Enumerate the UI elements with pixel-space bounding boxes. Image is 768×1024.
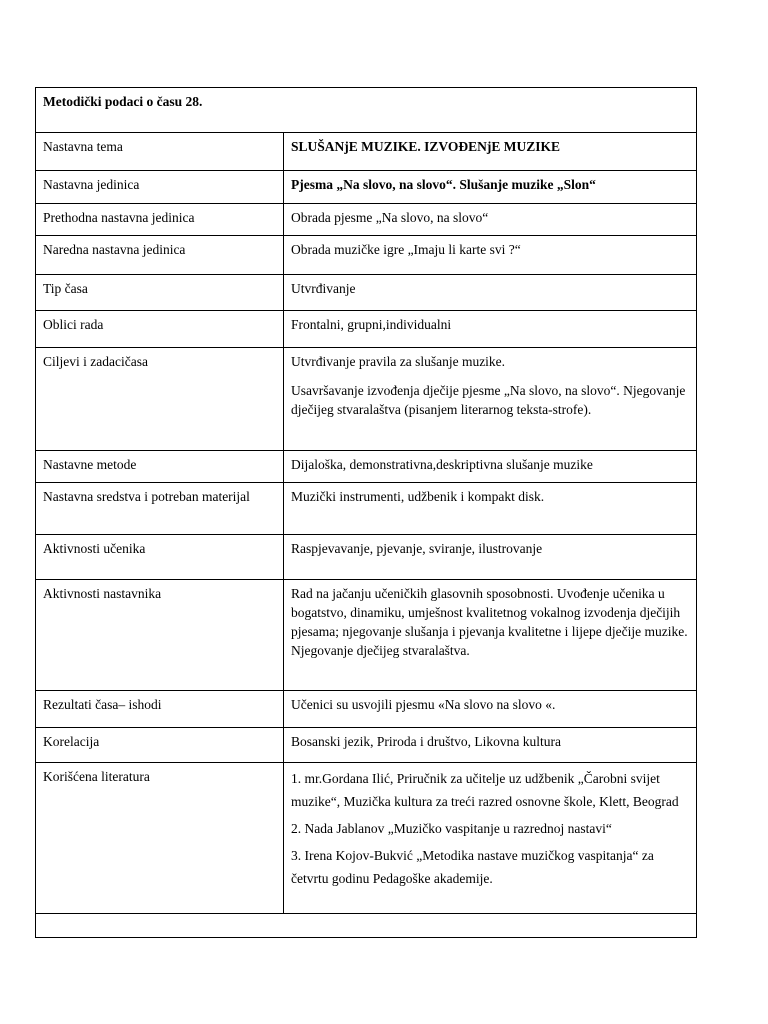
title-row [36,88,697,133]
empty-cell [36,914,697,938]
row-value: Rad na jačanju učeničkih glasovnih sposobnosti. Uvođenje učenika u bogatstvo, dinamiku, umješnost kvalitetnog vokalnog izvodenja dječijih pjesama; njegovanje slušanja i pjevanja kvalitetne i lijepe dječije muzike. Njegovanje dječijeg stvaralaštva. [284,580,697,691]
table-row [36,728,697,763]
row-value: Dijaloška, demonstrativna,deskriptivna slušanje muzike [284,451,697,483]
row-label: Aktivnosti učenika [36,535,284,580]
table-row [36,451,697,483]
empty-row [36,914,697,938]
row-value: Učenici su usvojili pjesmu «Na slovo na slovo «. [284,691,697,728]
row-value: Utvrđivanje [284,275,697,311]
row-value: Muzički instrumenti, udžbenik i kompakt disk. [284,483,697,535]
row-label: Rezultati časa– ishodi [36,691,284,728]
goal-paragraph: Usavršavanje izvođenja dječije pjesme „Na slovo, na slovo“. Njegovanje dječijeg stvaralaštva (pisanjem literarnog teksta-strofe). [291,383,686,417]
table-row [36,535,697,580]
table-row [36,483,697,535]
row-value: Bosanski jezik, Priroda i društvo, Likovna kultura [284,728,697,763]
table-row [36,311,697,348]
row-label: Korelacija [36,728,284,763]
table-row [36,763,697,914]
lesson-data-table [35,87,697,938]
table-row [36,580,697,691]
literature-item: 3. Irena Kojov-Bukvić „Metodika nastave muzičkog vaspitanja“ za četvrtu godinu Pedagoške akademije. [291,848,654,886]
row-label: Ciljevi i zadacičasa [36,348,284,451]
table-row [36,275,697,311]
table-row [36,236,697,275]
row-value: Obrada pjesme „Na slovo, na slovo“ [284,204,697,236]
row-value: Pjesma „Na slovo, na slovo“. Slušanje muzike „Slon“ [284,171,697,204]
row-value: Obrada muzičke igre „Imaju li karte svi ?“ [284,236,697,275]
row-value [284,348,697,451]
row-value: SLUŠANjE MUZIKE. IZVOĐENjE MUZIKE [284,133,697,171]
row-label: Prethodna nastavna jedinica [36,204,284,236]
row-label: Nastavne metode [36,451,284,483]
table-row [36,204,697,236]
goal-paragraph: Utvrđivanje pravila za slušanje muzike. [291,354,506,369]
table-title: Metodički podaci o času 28. [36,88,697,133]
literature-item: 2. Nada Jablanov „Muzičko vaspitanje u razrednoj nastavi“ [291,821,612,836]
row-label: Oblici rada [36,311,284,348]
row-value: Frontalni, grupni,individualni [284,311,697,348]
literature-item: 1. mr.Gordana Ilić, Priručnik za učitelje uz udžbenik „Čarobni svijet muzike“, Muzička kultura za treći razred osnovne škole, Klett, Beograd [291,771,679,809]
table-row [36,348,697,451]
row-label: Nastavna sredstva i potreban materijal [36,483,284,535]
row-label: Korišćena literatura [36,763,284,914]
row-value: Raspjevavanje, pjevanje, sviranje, ilustrovanje [284,535,697,580]
table-row [36,171,697,204]
row-label: Tip časa [36,275,284,311]
row-label: Aktivnosti nastavnika [36,580,284,691]
row-label: Nastavna jedinica [36,171,284,204]
row-value [284,763,697,914]
table-row [36,133,697,171]
row-label: Nastavna tema [36,133,284,171]
table-row [36,691,697,728]
row-label: Naredna nastavna jedinica [36,236,284,275]
